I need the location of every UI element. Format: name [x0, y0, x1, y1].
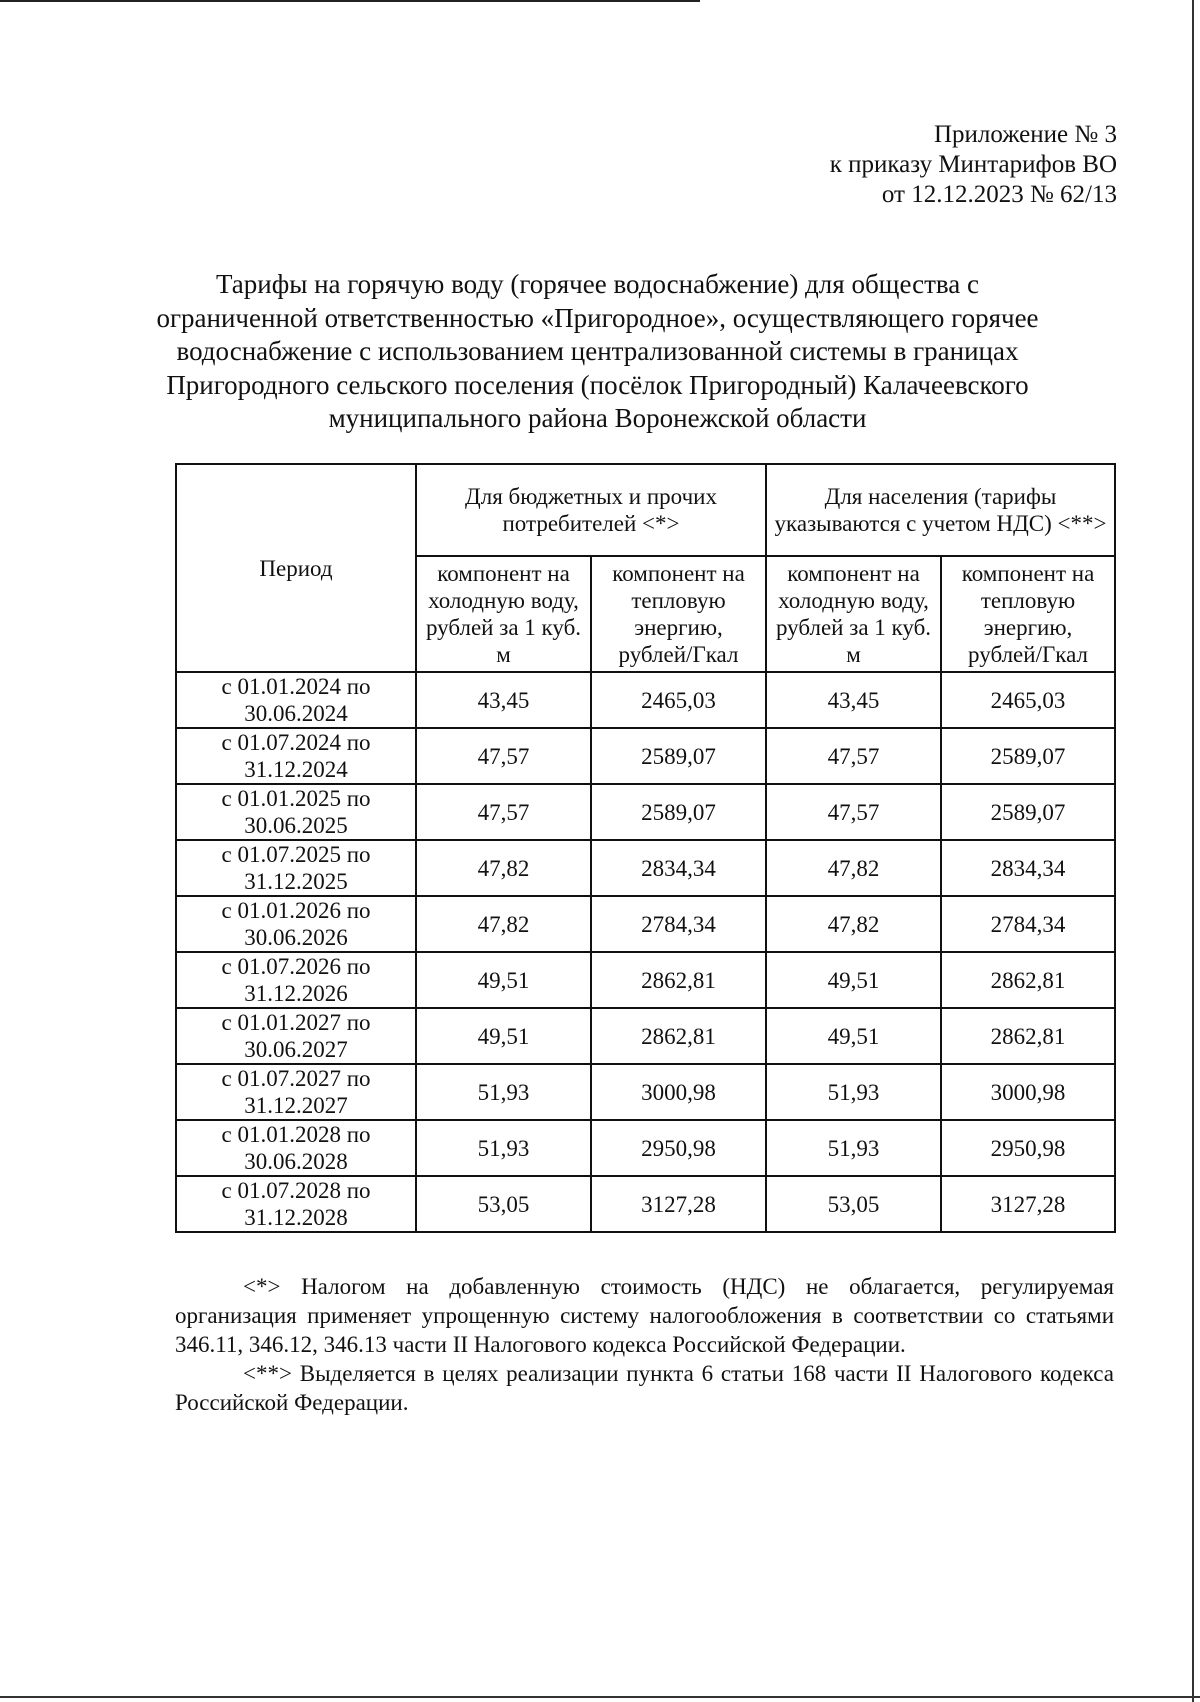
cold-value-cell: 51,93 [416, 1064, 591, 1120]
period-cell: с 01.07.2026 по 31.12.2026 [176, 952, 416, 1008]
cold-value-cell: 51,93 [416, 1120, 591, 1176]
budget-consumers-header: Для бюджетных и прочих потребителей <*> [416, 464, 766, 556]
cold-value-cell: 49,51 [766, 952, 941, 1008]
period-cell: с 01.07.2027 по 31.12.2027 [176, 1064, 416, 1120]
table-row [176, 1064, 1115, 1120]
cold-value-cell: 43,45 [416, 672, 591, 728]
appendix-number: Приложение № 3 [933, 121, 1117, 148]
scan-edge-bottom [0, 1696, 1200, 1698]
heat-value-cell: 2950,98 [591, 1120, 766, 1176]
title-line: муниципального района Воронежской области [328, 403, 867, 433]
heat-value-cell: 2589,07 [591, 784, 766, 840]
cold-value-cell: 51,93 [766, 1064, 941, 1120]
heat-value-cell: 2862,81 [941, 952, 1115, 1008]
cold-value-cell: 51,93 [766, 1120, 941, 1176]
cold-value-cell: 47,57 [416, 728, 591, 784]
heat-value-cell: 2834,34 [591, 840, 766, 896]
table-row [176, 952, 1115, 1008]
heat-value-cell: 3000,98 [941, 1064, 1115, 1120]
heat-value-cell: 3127,28 [591, 1176, 766, 1232]
population-header: Для населения (тарифы указываются с учетом НДС) <**> [766, 464, 1115, 556]
table-header-row [176, 464, 1115, 556]
heat-value-cell: 2950,98 [941, 1120, 1115, 1176]
period-cell: с 01.07.2028 по 31.12.2028 [176, 1176, 416, 1232]
heat-value-cell: 2589,07 [591, 728, 766, 784]
table-row [176, 728, 1115, 784]
heat-value-cell: 2862,81 [591, 952, 766, 1008]
cold-value-cell: 53,05 [416, 1176, 591, 1232]
footnote-vat-exempt: <*> Налогом на добавленную стоимость (НДС) не облагается, регулируемая организация применяет упрощенную систему налогообложения в соответствии со статьями 346.11, 346.12, 346.13 части II Налогового кодекса Российской Федерации. [175, 1274, 1114, 1357]
table-row [176, 896, 1115, 952]
heat-value-cell: 3000,98 [591, 1064, 766, 1120]
heat-value-cell: 2784,34 [591, 896, 766, 952]
heat-value-cell: 2834,34 [941, 840, 1115, 896]
table-row [176, 1176, 1115, 1232]
period-cell: с 01.01.2028 по 30.06.2028 [176, 1120, 416, 1176]
heat-value-cell: 2862,81 [941, 1008, 1115, 1064]
period-cell: с 01.01.2026 по 30.06.2026 [176, 896, 416, 952]
heat-value-cell: 2862,81 [591, 1008, 766, 1064]
appendix-date: от 12.12.2023 № 62/13 [881, 181, 1117, 208]
table-row [176, 784, 1115, 840]
footnote-vat-allocated: <**> Выделяется в целях реализации пункта 6 статьи 168 части II Налогового кодекса Российской Федерации. [175, 1361, 1114, 1415]
period-header: Период [176, 464, 416, 672]
cold-water-header: компонент на холодную воду, рублей за 1 куб. м [416, 556, 591, 672]
cold-value-cell: 49,51 [416, 1008, 591, 1064]
table-row [176, 1008, 1115, 1064]
cold-value-cell: 43,45 [766, 672, 941, 728]
scan-edge-top [0, 0, 700, 2]
cold-value-cell: 47,82 [416, 896, 591, 952]
cold-value-cell: 47,57 [766, 784, 941, 840]
title-line: Тарифы на горячую воду (горячее водоснабжение) для общества с [215, 269, 980, 299]
appendix-header [830, 120, 1117, 210]
cold-value-cell: 49,51 [416, 952, 591, 1008]
scan-edge-right [1192, 0, 1194, 1702]
title-line: ограниченной ответственностью «Пригородное», осуществляющего горячее [156, 302, 1039, 333]
heat-energy-header: компонент на тепловую энергию, рублей/Гкал [591, 556, 766, 672]
heat-value-cell: 2784,34 [941, 896, 1115, 952]
footnotes [175, 1272, 1114, 1417]
cold-value-cell: 47,82 [766, 896, 941, 952]
tariffs-table [175, 463, 1116, 1233]
table-row [176, 840, 1115, 896]
appendix-order: к приказу Минтарифов ВО [829, 151, 1117, 178]
title-line: водоснабжение с использованием централизованной системы в границах [176, 336, 1019, 366]
period-cell: с 01.01.2027 по 30.06.2027 [176, 1008, 416, 1064]
cold-water-header: компонент на холодную воду, рублей за 1 куб. м [766, 556, 941, 672]
title-line: Пригородного сельского поселения (посёлок Пригородный) Калачеевского [166, 369, 1029, 400]
heat-value-cell: 2589,07 [941, 728, 1115, 784]
period-cell: с 01.07.2024 по 31.12.2024 [176, 728, 416, 784]
heat-value-cell: 2465,03 [591, 672, 766, 728]
cold-value-cell: 47,82 [416, 840, 591, 896]
document-title [150, 268, 1045, 436]
heat-value-cell: 3127,28 [941, 1176, 1115, 1232]
cold-value-cell: 47,82 [766, 840, 941, 896]
period-cell: с 01.01.2024 по 30.06.2024 [176, 672, 416, 728]
heat-value-cell: 2465,03 [941, 672, 1115, 728]
cold-value-cell: 53,05 [766, 1176, 941, 1232]
table-row [176, 1120, 1115, 1176]
heat-energy-header: компонент на тепловую энергию, рублей/Гкал [941, 556, 1115, 672]
cold-value-cell: 47,57 [766, 728, 941, 784]
table-row [176, 672, 1115, 728]
cold-value-cell: 49,51 [766, 1008, 941, 1064]
heat-value-cell: 2589,07 [941, 784, 1115, 840]
period-cell: с 01.07.2025 по 31.12.2025 [176, 840, 416, 896]
cold-value-cell: 47,57 [416, 784, 591, 840]
period-cell: с 01.01.2025 по 30.06.2025 [176, 784, 416, 840]
